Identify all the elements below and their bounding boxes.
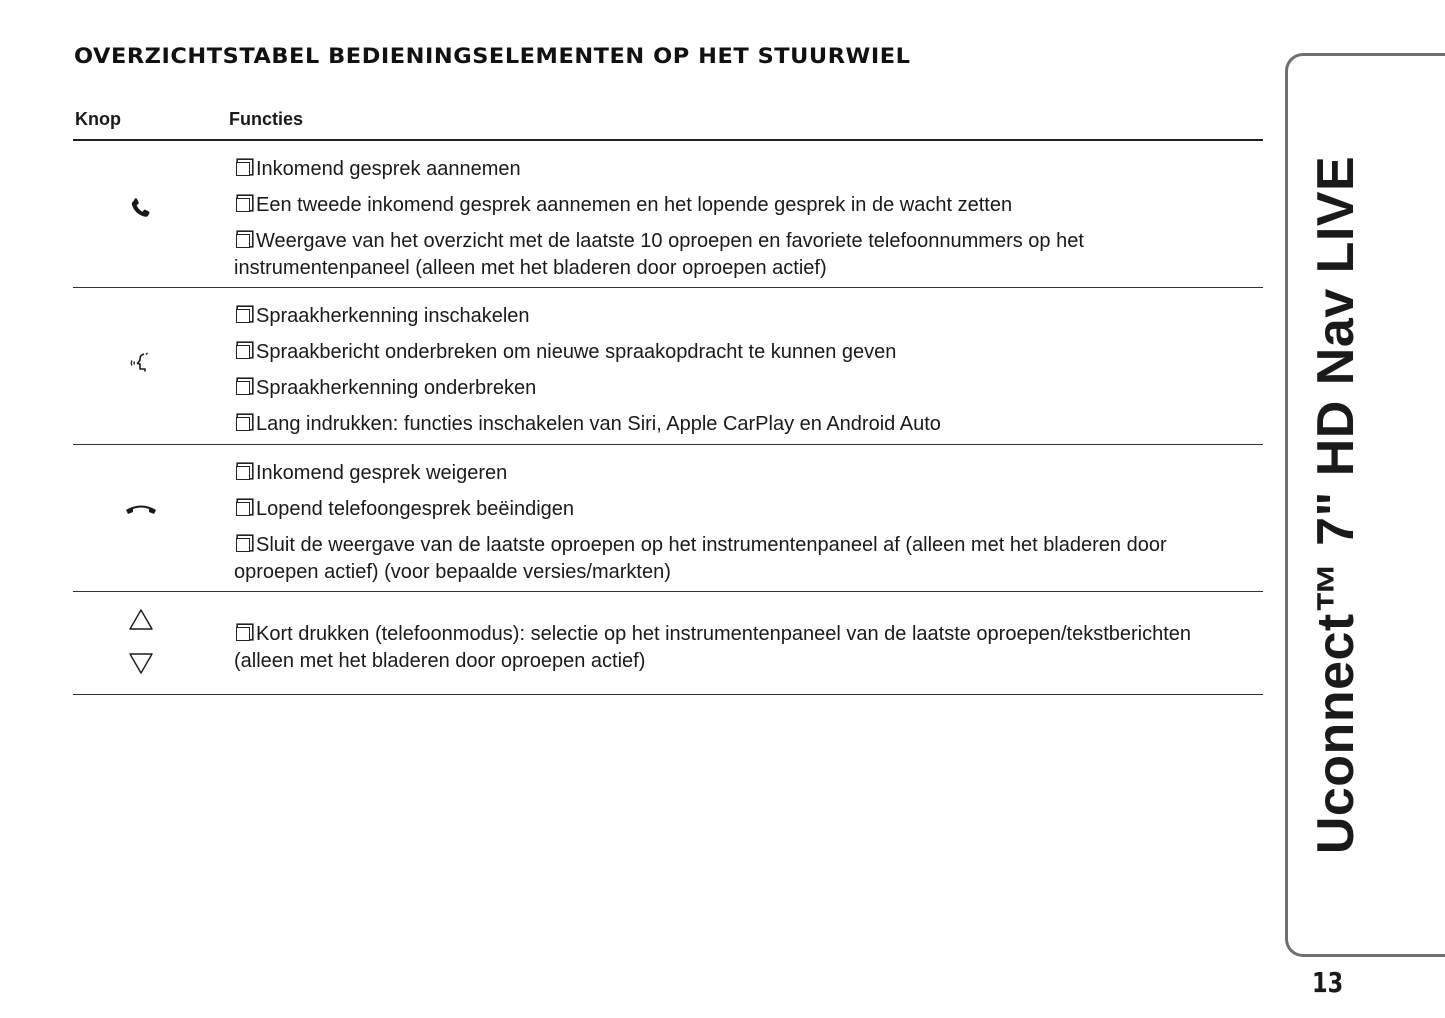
table-row: [73, 288, 1263, 445]
checkbox-bullet-icon: [236, 381, 250, 395]
phone-answer-icon: [128, 196, 154, 222]
list-item: Lang indrukken: functies inschakelen van Siri, Apple CarPlay en Android Auto: [234, 411, 1253, 438]
checkbox-bullet-icon: [236, 198, 250, 212]
table-row: [73, 592, 1263, 695]
controls-table: [73, 103, 1263, 695]
list-item: Spraakherkenning onderbreken: [234, 375, 1253, 402]
list-item: Sluit de weergave van de laatste oproepen op het instrumentenpaneel af (alleen met het bladeren door oproepen actief) (voor bepaalde versies/markten): [234, 534, 1167, 583]
checkbox-bullet-icon: [236, 502, 250, 516]
list-item: Spraakherkenning inschakelen: [234, 303, 1253, 330]
table-row: [73, 445, 1263, 592]
table-header: [73, 103, 1263, 141]
list-item: Lopend telefoongesprek beëindigen: [234, 496, 1253, 523]
checkbox-bullet-icon: [236, 162, 250, 176]
checkbox-bullet-icon: [236, 234, 250, 248]
column-header-knop: Knop: [75, 109, 121, 129]
chapter-title: Uconnect™ 7" HD Nav LIVE: [1307, 155, 1365, 855]
checkbox-bullet-icon: [236, 417, 250, 431]
page-heading: OVERZICHTSTABEL BEDIENINGSELEMENTEN OP HET STUURWIEL: [74, 44, 911, 68]
checkbox-bullet-icon: [236, 627, 250, 641]
checkbox-bullet-icon: [236, 309, 250, 323]
checkbox-bullet-icon: [236, 345, 250, 359]
checkbox-bullet-icon: [236, 466, 250, 480]
up-down-arrows-icon: [127, 607, 155, 677]
phone-hangup-icon: [124, 501, 158, 517]
voice-recognition-icon: [128, 350, 154, 376]
checkbox-bullet-icon: [236, 538, 250, 552]
table-row: [73, 141, 1263, 288]
list-item: Een tweede inkomend gesprek aannemen en het lopende gesprek in de wacht zetten: [234, 192, 1253, 219]
page-number: 13: [1312, 966, 1344, 999]
list-item: Kort drukken (telefoonmodus): selectie op het instrumentenpaneel van de laatste oproepen/tekstberichten (alleen met het bladeren door oproepen actief): [234, 623, 1192, 672]
list-item: Inkomend gesprek weigeren: [234, 460, 1253, 487]
list-item: Spraakbericht onderbreken om nieuwe spraakopdracht te kunnen geven: [234, 339, 1253, 366]
column-header-functies: Functies: [229, 109, 304, 129]
list-item: Inkomend gesprek aannemen: [234, 156, 1253, 183]
list-item: Weergave van het overzicht met de laatste 10 oproepen en favoriete telefoonnummers op het instrumentenpaneel (alleen met het bladeren door oproepen actief): [234, 230, 1084, 279]
